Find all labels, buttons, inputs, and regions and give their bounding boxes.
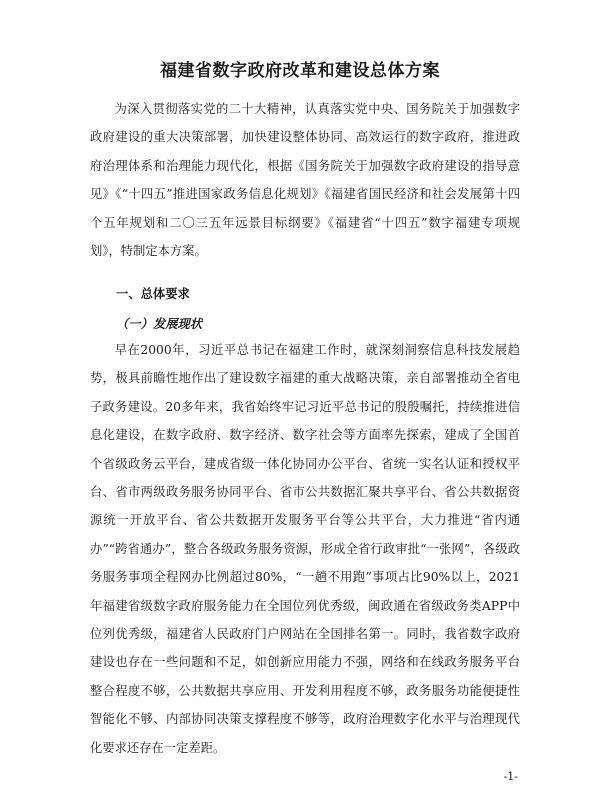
development-status-paragraph: 早在2000年，习近平总书记在福建工作时，就深刻洞察信息科技发展趋势，极具前瞻性地作出了建设数字福建的重大战略决策，亲自部署推动全省电子政务建设。20多年来，我省始终牢记习近平总书记的殷殷嘱托，持续推进信息化建设，在数字政府、数字经济、数字社会等方面率先探索，建成了全国首个省级政务云平台，建成省级一体化协同办公平台、省统一实名认证和授权平台、省市两级政务服务协同平台、省市公共数据汇聚共享平台、省公共数据资源统一开放平台、省公共数据开发服务平台等公共平台，大力推进“省内通办”“跨省通办”，整合各级政务服务资源，形成全省行政审批“一张网”，各级政务服务事项全程网办比例超过80%，“一趟不用跑”事项占比90%以上，2021年福建省级数字政府服务能力在全国位列优秀级，闽政通在省级政务类APP中位列优秀级，福建省人民政府门户网站在全国排名第一。同时，我省数字政府建设也存在一些问题和不足，如创新应用能力不强，网络和在线政务服务平台整合程度不够，公共数据共享应用、开发利用程度不够，政务服务功能便捷性智能化不够、内部协同决策支撑程度不够等，政府治理数字化水平与治理现代化要求还存在一定差距。 (90, 343, 520, 755)
section-heading-general-requirements: 一、总体要求 (116, 287, 190, 301)
subsection-heading-development-status: （一）发展现状 (116, 317, 203, 331)
document-title: 福建省数字政府改革和建设总体方案 (160, 61, 440, 81)
intro-paragraph: 为深入贯彻落实党的二十大精神，认真落实党中央、国务院关于加强数字政府建设的重大决策部署，加快建设整体协同、高效运行的数字政府，推进政府治理体系和治理能力现代化，根据《国务院关于加强数字政府建设的指导意见》《“十四五”推进国家政务信息化规划》《福建省国民经济和社会发展第十四个五年规划和二〇三五年远景目标纲要》《福建省“十四五”数字福建专项规划》，特制定本方案。 (90, 102, 520, 259)
page-number: -1- (503, 770, 518, 783)
